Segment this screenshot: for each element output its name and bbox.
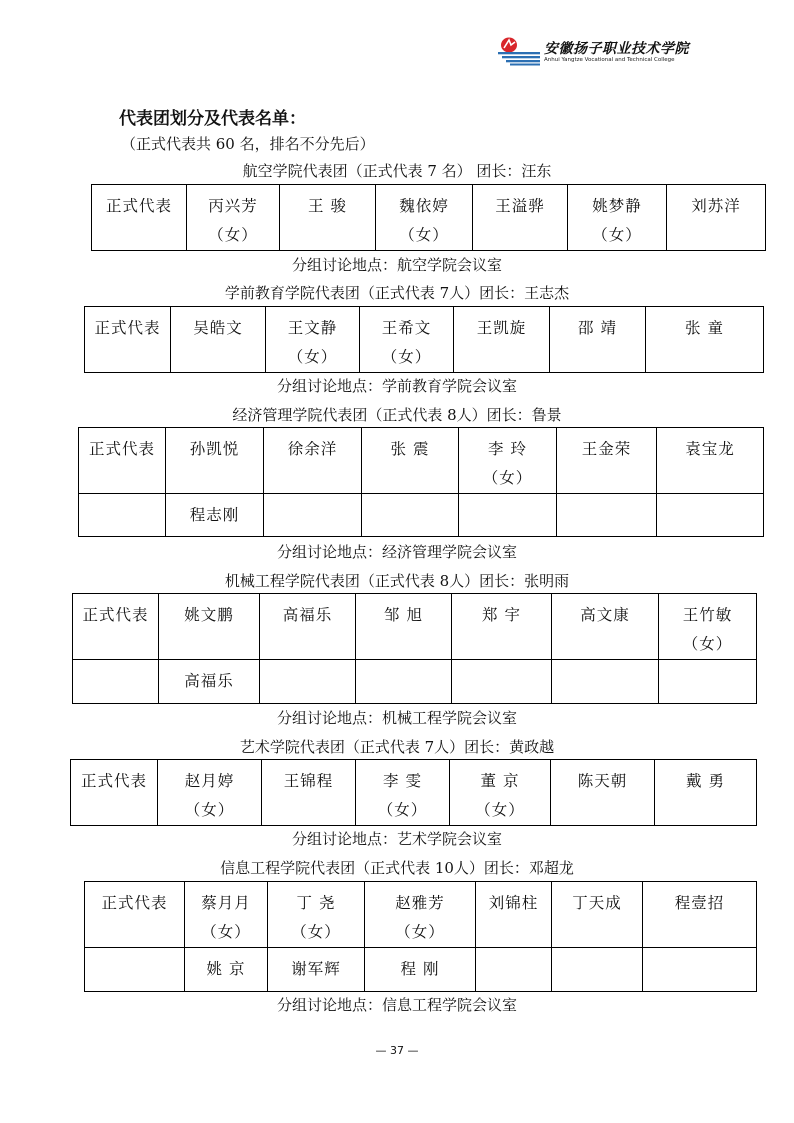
member-name: 戴 勇 xyxy=(686,772,725,790)
member-name: 王竹敏 xyxy=(682,606,733,624)
label-cell: 正式代表 xyxy=(92,185,187,251)
member-name: 王溢骅 xyxy=(495,197,545,215)
label-cell: 正式代表 xyxy=(71,760,158,826)
college-name-cn: 安徽扬子职业技术学院 xyxy=(544,41,689,57)
table-row xyxy=(85,882,757,948)
member-gender: （女） xyxy=(399,226,449,244)
member-cell xyxy=(187,185,280,251)
member-name: 张 震 xyxy=(390,440,430,458)
member-gender: （女） xyxy=(208,226,258,244)
member-name: 邵 靖 xyxy=(578,319,617,337)
section-heading: 代表团划分及代表名单： xyxy=(119,109,306,129)
member-name: 王希文 xyxy=(381,319,432,337)
member-cell xyxy=(171,307,266,373)
table-row xyxy=(79,494,764,537)
member-name: 陈天朝 xyxy=(577,772,628,790)
member-name: 徐余洋 xyxy=(287,440,338,458)
member-cell xyxy=(646,307,764,373)
member-cell xyxy=(557,428,657,494)
table-row xyxy=(73,660,757,704)
delegation-table xyxy=(72,593,757,704)
member-cell xyxy=(262,760,356,826)
college-logo xyxy=(497,36,689,68)
member-gender: （女） xyxy=(381,348,432,366)
delegation-table xyxy=(78,427,764,537)
empty-cell xyxy=(657,494,764,537)
member-cell xyxy=(280,185,376,251)
empty-cell xyxy=(476,948,552,992)
member-cell xyxy=(185,948,268,992)
member-cell xyxy=(166,428,264,494)
college-name-en: Anhui Yangtze Vocational and Technical College xyxy=(544,57,675,63)
empty-cell xyxy=(356,660,452,704)
member-cell xyxy=(185,882,268,948)
member-gender: （女） xyxy=(475,801,525,819)
member-cell xyxy=(452,594,552,660)
member-name: 程壹招 xyxy=(674,894,725,912)
member-name: 王锦程 xyxy=(283,772,334,790)
empty-cell xyxy=(85,948,185,992)
label-cell: 正式代表 xyxy=(85,882,185,948)
member-cell xyxy=(264,428,362,494)
discussion-location: 分组讨论地点：航空学院会议室 xyxy=(291,256,502,274)
member-cell xyxy=(550,307,646,373)
member-cell xyxy=(159,594,260,660)
empty-cell xyxy=(659,660,757,704)
member-name: 蔡月月 xyxy=(201,894,251,912)
label-cell: 正式代表 xyxy=(79,428,166,494)
member-cell xyxy=(551,760,655,826)
member-cell xyxy=(655,760,757,826)
member-name: 丁 尧 xyxy=(296,894,336,912)
member-name: 程 刚 xyxy=(400,960,440,978)
member-cell xyxy=(643,882,757,948)
member-name: 谢军辉 xyxy=(291,960,341,978)
member-cell xyxy=(659,594,757,660)
table-row xyxy=(79,428,764,494)
member-name: 李 雯 xyxy=(383,772,422,790)
member-name: 姚文鹏 xyxy=(184,606,234,624)
member-name: 董 京 xyxy=(480,772,520,790)
delegation-title: 机械工程学院代表团（正式代表 8人）团长：张明雨 xyxy=(224,572,570,590)
member-cell xyxy=(476,882,552,948)
discussion-location: 分组讨论地点：经济管理学院会议室 xyxy=(276,543,517,561)
member-cell xyxy=(268,882,365,948)
member-name: 郑 宇 xyxy=(482,606,521,624)
discussion-location: 分组讨论地点：信息工程学院会议室 xyxy=(276,996,517,1014)
empty-cell xyxy=(452,660,552,704)
member-name: 高文康 xyxy=(580,606,630,624)
empty-cell xyxy=(459,494,557,537)
discussion-location: 分组讨论地点：艺术学院会议室 xyxy=(291,830,502,848)
table-row xyxy=(73,594,757,660)
member-gender: （女） xyxy=(592,226,642,244)
member-name: 程志刚 xyxy=(189,506,240,524)
member-name: 姚梦静 xyxy=(592,197,642,215)
member-name: 邹 旭 xyxy=(384,606,423,624)
member-gender: （女） xyxy=(201,923,251,941)
member-gender: （女） xyxy=(184,801,235,819)
delegation-table xyxy=(84,306,764,373)
member-cell xyxy=(260,594,356,660)
member-name: 王 骏 xyxy=(308,197,347,215)
member-gender: （女） xyxy=(482,469,533,487)
discussion-location: 分组讨论地点：机械工程学院会议室 xyxy=(276,709,517,727)
member-name: 赵雅芳 xyxy=(395,894,445,912)
member-name: 赵月婷 xyxy=(184,772,235,790)
member-cell xyxy=(568,185,667,251)
member-name: 丙兴芳 xyxy=(208,197,258,215)
member-gender: （女） xyxy=(377,801,428,819)
member-name: 丁天成 xyxy=(572,894,622,912)
page-number: — 37 — xyxy=(375,1044,419,1057)
delegation-table xyxy=(70,759,757,826)
member-cell xyxy=(365,948,476,992)
empty-cell xyxy=(557,494,657,537)
delegation-title: 航空学院代表团（正式代表 7 名） 团长：汪东 xyxy=(242,162,552,180)
empty-cell xyxy=(362,494,459,537)
member-name: 刘锦柱 xyxy=(488,894,539,912)
empty-cell xyxy=(260,660,356,704)
member-cell xyxy=(362,428,459,494)
delegation-title: 经济管理学院代表团（正式代表 8人）团长：鲁景 xyxy=(232,406,562,424)
member-name: 高福乐 xyxy=(282,606,333,624)
member-cell xyxy=(266,307,360,373)
table-row xyxy=(71,760,757,826)
label-cell: 正式代表 xyxy=(85,307,171,373)
member-name: 袁宝龙 xyxy=(685,440,735,458)
delegation-title: 学前教育学院代表团（正式代表 7人）团长：王志杰 xyxy=(224,284,570,302)
member-cell xyxy=(473,185,568,251)
member-cell xyxy=(356,760,450,826)
member-cell xyxy=(365,882,476,948)
member-cell xyxy=(158,760,262,826)
member-gender: （女） xyxy=(291,923,341,941)
member-name: 王金荣 xyxy=(581,440,632,458)
member-name: 刘苏洋 xyxy=(691,197,741,215)
delegation-title: 信息工程学院代表团（正式代表 10人）团长：邓超龙 xyxy=(220,859,574,877)
empty-cell xyxy=(643,948,757,992)
member-name: 张 童 xyxy=(685,319,724,337)
member-name: 王文静 xyxy=(287,319,338,337)
college-emblem-icon xyxy=(497,36,541,66)
discussion-location: 分组讨论地点：学前教育学院会议室 xyxy=(276,377,517,395)
member-cell xyxy=(360,307,454,373)
table-row xyxy=(85,948,757,992)
delegation-table xyxy=(84,881,757,992)
empty-cell xyxy=(264,494,362,537)
member-cell xyxy=(166,494,264,537)
member-name: 李 玲 xyxy=(488,440,527,458)
empty-cell xyxy=(552,660,659,704)
empty-cell xyxy=(73,660,159,704)
member-name: 高福乐 xyxy=(184,672,234,690)
table-row xyxy=(92,185,766,251)
member-cell xyxy=(657,428,764,494)
member-cell xyxy=(667,185,766,251)
member-cell xyxy=(356,594,452,660)
member-cell xyxy=(454,307,550,373)
delegation-title: 艺术学院代表团（正式代表 7人）团长：黄政越 xyxy=(239,738,555,756)
member-gender: （女） xyxy=(682,635,733,653)
member-gender: （女） xyxy=(287,348,338,366)
member-cell xyxy=(450,760,551,826)
section-note: （正式代表共 60 名，排名不分先后） xyxy=(121,135,375,153)
member-cell xyxy=(552,594,659,660)
member-name: 孙凯悦 xyxy=(189,440,240,458)
member-name: 王凯旋 xyxy=(476,319,527,337)
member-cell xyxy=(159,660,260,704)
member-cell xyxy=(268,948,365,992)
member-name: 魏依婷 xyxy=(399,197,449,215)
empty-cell xyxy=(552,948,643,992)
empty-cell xyxy=(79,494,166,537)
member-cell xyxy=(459,428,557,494)
delegation-table xyxy=(91,184,766,251)
label-cell: 正式代表 xyxy=(73,594,159,660)
member-gender: （女） xyxy=(395,923,445,941)
member-cell xyxy=(376,185,473,251)
table-row xyxy=(85,307,764,373)
member-name: 姚 京 xyxy=(206,960,246,978)
member-name: 吴皓文 xyxy=(193,319,243,337)
member-cell xyxy=(552,882,643,948)
